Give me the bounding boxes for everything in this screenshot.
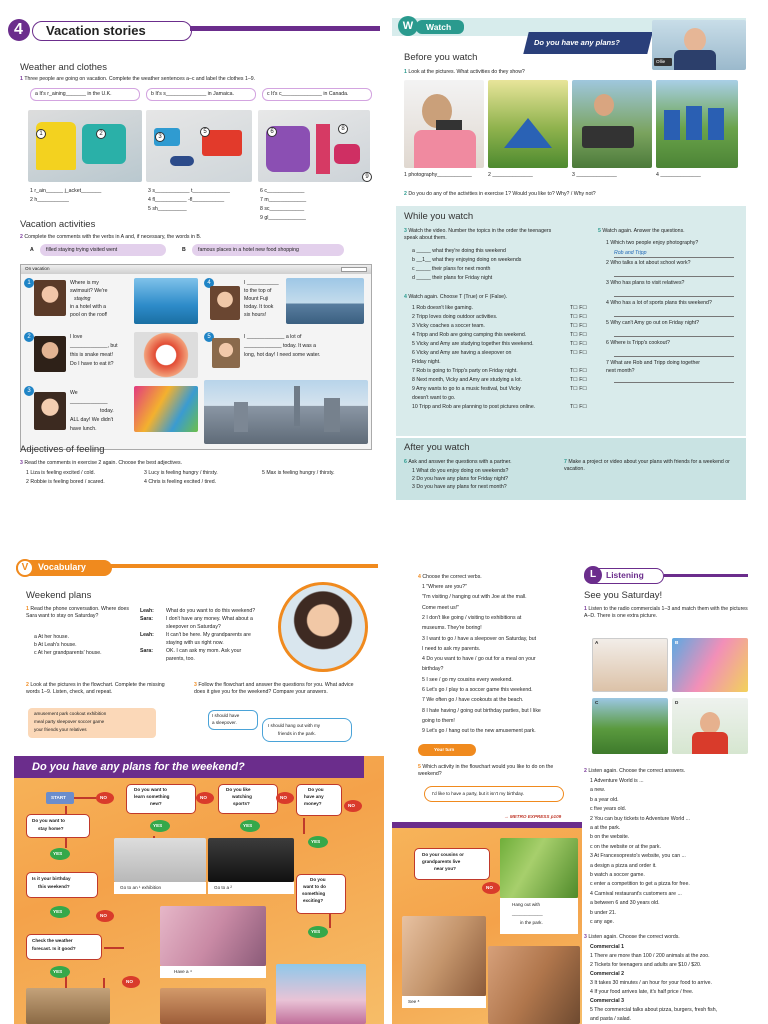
list-item: birthday? bbox=[422, 666, 444, 673]
ex1-opt-a: a At her house. bbox=[34, 634, 69, 640]
q7-line1: Check the weather bbox=[32, 938, 73, 943]
teens-photo bbox=[488, 946, 580, 1024]
list-item: b under 21. bbox=[590, 909, 617, 916]
page-vacation-stories bbox=[0, 14, 384, 504]
ex5-q3: 3 Who has plans to visit relatives? bbox=[606, 280, 685, 286]
tf-statement: 9 Amy wants to go to a music festival, but Vicky bbox=[412, 386, 521, 392]
adjectives-heading: Adjectives of feeling bbox=[20, 444, 105, 455]
flow-title-bar-continued bbox=[392, 822, 582, 828]
q2-line2: watching bbox=[232, 794, 252, 799]
ex5-q2: 2 Who talks a lot about school work? bbox=[606, 260, 691, 266]
dialog-line: It can't be here. My grandparents are bbox=[166, 632, 251, 638]
browser-titlebar bbox=[21, 265, 371, 274]
tf-checkboxes[interactable]: T☐ F☐ bbox=[570, 377, 588, 383]
c4-line1: I _____________ a lot of bbox=[244, 334, 302, 340]
no-label-3: NO bbox=[280, 795, 287, 800]
c5-line5: have lunch. bbox=[70, 426, 97, 432]
rooftop-pool-photo bbox=[134, 278, 198, 324]
avatar-max bbox=[212, 338, 240, 368]
sentence-b: b It's s______________ in Jamaica. bbox=[151, 91, 234, 97]
list-item: 4 If your food arrives late, it's half price / free. bbox=[590, 989, 694, 995]
q3-line3: money? bbox=[304, 801, 322, 806]
ex3-item-b: b __1__ what they enjoying doing on weekends bbox=[412, 257, 522, 263]
yes-label-5: YES bbox=[53, 909, 63, 914]
clothes-col3-line2: 7 m_____________ bbox=[260, 197, 307, 203]
listening-badge: L bbox=[584, 566, 602, 584]
cookout-photo bbox=[572, 80, 652, 168]
bubble2-line1: I should hang out with my bbox=[268, 723, 321, 728]
no-label-6: NO bbox=[126, 979, 133, 984]
go-to-a: Go to a ² bbox=[214, 885, 232, 890]
avatar-robbie bbox=[34, 336, 66, 372]
weather-heading: Weather and clothes bbox=[20, 62, 107, 73]
adj-item-5: 5 Max is feeling hungry / thirsty. bbox=[262, 470, 335, 476]
c5-line4: ALL day! We didn't bbox=[70, 417, 114, 423]
ex5-a6-line bbox=[614, 356, 734, 357]
activity-label-1: 1 photography____________ bbox=[404, 172, 472, 178]
clothes-col1-line1: 1 r_ain______ j_acket_______ bbox=[30, 188, 102, 194]
marker-2: 2 bbox=[96, 129, 106, 139]
browser-title: On vacation bbox=[25, 266, 50, 271]
no-label-2: NO bbox=[200, 795, 207, 800]
q6-line1: Do you bbox=[310, 877, 326, 882]
c4-line2: _____________ today. It was a bbox=[244, 343, 317, 349]
yes-label-3: YES bbox=[311, 839, 321, 844]
l-ex4: 4 Choose the correct verbs. bbox=[418, 574, 482, 580]
list-item: 3 At Francesopresto's website, you can ... bbox=[590, 853, 686, 860]
dialog-line: staying with us right now. bbox=[166, 640, 224, 646]
page-vocabulary bbox=[0, 556, 384, 1024]
phone-girl-photo bbox=[278, 582, 368, 672]
list-item: Commercial 1 bbox=[590, 944, 625, 950]
c2-line4: today. It took bbox=[244, 304, 274, 310]
c2-line5: six hours! bbox=[244, 312, 267, 318]
activity-label-4: 4 ______________ bbox=[656, 172, 701, 178]
w-ex4: 4 Watch again. Choose T (True) or F (False). bbox=[404, 294, 508, 300]
sleepover-photo bbox=[160, 906, 266, 966]
q4-line2: stay home? bbox=[38, 826, 64, 831]
activity-label-3: 3 ______________ bbox=[572, 172, 617, 178]
yes-label-2: YES bbox=[243, 823, 253, 828]
ex3-item-c: c _____ their plans for next month bbox=[412, 266, 491, 272]
list-item: Come meet us!" bbox=[422, 604, 460, 611]
word-box-line3: your friends your relatives bbox=[34, 727, 87, 732]
c5-line1: We bbox=[70, 390, 78, 396]
tf-checkboxes[interactable]: T☐ F☐ bbox=[570, 323, 588, 329]
adj-item-1: 1 Liza is feeling excited / cold. bbox=[26, 470, 95, 476]
marker-3: 3 bbox=[155, 132, 165, 142]
comment-4-number: 4 bbox=[204, 278, 214, 288]
dialog-line: OK. I can ask my mom. Ask your bbox=[166, 648, 242, 654]
ex5-a7-line bbox=[614, 382, 734, 383]
a-ex7: 7 Make a project or video about your plans with friends for a weekend or vacation. bbox=[564, 459, 730, 472]
c2-line2: to the top of bbox=[244, 288, 272, 294]
photography-photo bbox=[404, 80, 484, 168]
tf-statement: 5 Vicky and Amy are studying together this weekend. bbox=[412, 341, 534, 347]
tf-checkboxes[interactable]: T☐ F☐ bbox=[570, 341, 588, 347]
ex5-q5: 5 Why can't Amy go out on Friday night? bbox=[606, 320, 699, 326]
ex5-a5-line bbox=[614, 336, 734, 337]
title-stripe bbox=[190, 26, 380, 31]
c3-line4: Do I have to eat it? bbox=[70, 361, 114, 367]
no-label-5: NO bbox=[100, 913, 107, 918]
friends-selfie-photo bbox=[500, 838, 578, 898]
city-skyline-photo bbox=[204, 380, 368, 444]
cousins-line2: grandparents live bbox=[422, 859, 461, 864]
q7-line2: forecast. Is it good? bbox=[32, 946, 76, 951]
your-turn-label: Your turn bbox=[434, 747, 455, 752]
tf-statement: 8 Next month, Vicky and Amy are studying a lot. bbox=[412, 377, 523, 383]
pic-a-photo bbox=[592, 638, 668, 692]
pic-c-letter: C bbox=[595, 700, 599, 705]
clothes-col3-line1: 6 c_____________ bbox=[260, 188, 305, 194]
summer-clothes-photo bbox=[146, 110, 252, 182]
l-ex5: 5 Which activity in the flowchart would you like to do on the weekend? bbox=[418, 764, 554, 777]
adj-item-3: 3 Lucy is feeling hungry / thirsty. bbox=[144, 470, 218, 476]
snake-meat-photo bbox=[134, 332, 198, 378]
metro-express: → METRO EXPRESS p109 bbox=[504, 814, 562, 819]
ex3-item-d: d _____ their plans for Friday night bbox=[412, 275, 493, 281]
list-item: 5 The commercial talks about pizza, burgers, fresh fish, bbox=[590, 1007, 718, 1013]
w-ex5: 5 Watch again. Answer the questions. bbox=[598, 228, 685, 234]
clothes-col2-line1: 3 s____________ t_____________ bbox=[148, 188, 230, 194]
list-item: c any age. bbox=[590, 919, 614, 925]
ex5-a4-line bbox=[614, 316, 734, 317]
family-photo bbox=[402, 916, 486, 996]
q6-line3: something bbox=[302, 891, 326, 896]
watch-label: Watch bbox=[426, 22, 452, 32]
list-item: a design a pizza and order it. bbox=[590, 862, 657, 869]
yes-label-7: YES bbox=[53, 969, 63, 974]
ex5-q4: 4 Who has a lot of sports plans this weekend? bbox=[606, 300, 712, 306]
box-b-label: B bbox=[182, 247, 186, 253]
dialog-speaker: Sara: bbox=[140, 648, 153, 654]
list-item: c five years old. bbox=[590, 806, 627, 813]
winter-clothes-photo bbox=[258, 110, 370, 182]
pic-d-photo bbox=[672, 698, 748, 754]
c5-line2: _____________ bbox=[70, 399, 108, 405]
before-heading: Before you watch bbox=[404, 52, 478, 63]
q6-line2: want to do bbox=[303, 884, 326, 889]
pic-d-letter: D bbox=[675, 700, 679, 705]
q2-line1: Do you like bbox=[226, 787, 251, 792]
list-item: "I'm visiting / hanging out with Joe at the mall. bbox=[422, 594, 527, 601]
c1-line5: pool on the roof! bbox=[70, 312, 108, 318]
speech-text: I'd like to have a party, but it isn't my birthday. bbox=[432, 791, 524, 796]
q5-line1: Is it your birthday bbox=[32, 876, 71, 881]
word-box-line1: amusement park cookout exhibition bbox=[34, 711, 107, 716]
list-item: 1 There are more than 100 / 200 animals at the zoo. bbox=[590, 953, 710, 959]
v-ex3: 3 Follow the flowchart and answer the questions for you. What advice does it give you for the weekend? Compare your answers. bbox=[194, 682, 354, 695]
tf-statement: 6 Vicky and Amy are having a sleepover on bbox=[412, 350, 512, 356]
c2-line1: I ___________ bbox=[244, 280, 279, 286]
w-ex3: 3 Watch the video. Number the topics in the order the teenagers speak about them. bbox=[404, 228, 552, 241]
listening-label: Listening bbox=[606, 570, 644, 580]
list-item: I need to ask my parents. bbox=[422, 645, 481, 652]
v-ex1: 1 Read the phone conversation. Where does Sara want to stay on Saturday? bbox=[26, 606, 129, 619]
tf-checkboxes[interactable]: T☐ F☐ bbox=[570, 368, 588, 374]
q1-line1: Do you want to bbox=[134, 787, 167, 792]
list-item: 2 I don't like going / visiting to exhibitions at bbox=[422, 614, 522, 621]
no-label-1: NO bbox=[100, 795, 107, 800]
dialog-line: parents, too. bbox=[166, 656, 195, 662]
q3-line2: have any bbox=[304, 794, 324, 799]
q5-line2: this weekend? bbox=[38, 884, 70, 889]
hang-line1: Hang out with bbox=[512, 902, 541, 907]
a-ex6: 6 Ask and answer the questions with a partner. bbox=[404, 459, 512, 465]
list-item: and pasta / salad. bbox=[590, 1016, 631, 1022]
ex5-a3-line bbox=[614, 296, 734, 297]
vocab-stripe bbox=[90, 564, 378, 568]
word-box-line2: meal party sleepover soccer game bbox=[34, 719, 105, 724]
list-item: a new. bbox=[590, 787, 605, 794]
hang-line3: in the park. bbox=[520, 920, 543, 925]
bubble1-line1: I should have bbox=[212, 713, 240, 718]
q1-line3: new? bbox=[150, 801, 162, 806]
listening-stripe bbox=[664, 574, 748, 577]
while-heading: While you watch bbox=[404, 211, 474, 222]
list-item: 7 We often go / have cookouts at the beach. bbox=[422, 697, 524, 704]
tf-checkboxes[interactable]: T☐ F☐ bbox=[570, 350, 588, 356]
cousins-line3: near you? bbox=[434, 866, 456, 871]
l-ex2: 2 Listen again. Choose the correct answers. bbox=[584, 768, 686, 774]
c1-line4: in a hotel with a bbox=[70, 304, 107, 310]
vocab-badge: V bbox=[16, 559, 34, 577]
ex5-q7b: next month? bbox=[606, 368, 635, 374]
bubble1-line2: a sleepover. bbox=[212, 720, 237, 725]
tf-statement: 3 Vicky coaches a soccer team. bbox=[412, 323, 485, 329]
box-a-words: filled staying trying visited went bbox=[46, 247, 118, 253]
ex5-a2-line bbox=[614, 276, 734, 277]
comment-5-number: 5 bbox=[204, 332, 214, 342]
q2-line3: sports? bbox=[233, 801, 250, 806]
flow-title: Do you have any plans for the weekend? bbox=[32, 761, 245, 773]
list-item: 1 "Where are you?" bbox=[422, 584, 467, 590]
speech-bubble-2 bbox=[262, 718, 352, 742]
tf-statement: 7 Rob is going to Tripp's party on Friday night. bbox=[412, 368, 518, 374]
meal-photo bbox=[160, 988, 266, 1024]
tf-checkboxes[interactable]: T☐ F☐ bbox=[570, 332, 588, 338]
adj-item-4: 4 Chris is feeling excited / tired. bbox=[144, 479, 217, 485]
list-item: 1 Adventure World is ... bbox=[590, 778, 644, 784]
tf-checkboxes[interactable]: T☐ F☐ bbox=[570, 404, 588, 410]
l-ex3: 3 Listen again. Choose the correct words. bbox=[584, 934, 680, 940]
q1-line2: learn something bbox=[134, 794, 170, 799]
tf-checkboxes[interactable]: T☐ F☐ bbox=[570, 386, 588, 392]
list-item: 3 I want to go / have a sleepover on Saturday, but bbox=[422, 635, 537, 642]
yes-label-1: YES bbox=[153, 823, 163, 828]
activity-label-2: 2 ______________ bbox=[488, 172, 533, 178]
weekend-plans-heading: Weekend plans bbox=[26, 590, 92, 601]
c3-line1: I love bbox=[70, 334, 83, 340]
cousins-line1: Do your cousins or bbox=[422, 852, 464, 857]
museum-photo bbox=[114, 838, 206, 882]
have-a: Have a ⁴ bbox=[174, 969, 192, 974]
no-label-cousins: NO bbox=[486, 885, 493, 890]
ex5-a1: Rob and Tripp bbox=[614, 250, 647, 256]
name-tag-text: Ollie bbox=[656, 59, 666, 64]
page-listening bbox=[392, 556, 768, 1024]
c1-line1: Where is my bbox=[70, 280, 99, 286]
ex6-q3: 3 Do you have any plans for next month? bbox=[412, 484, 507, 490]
avatar-lucy bbox=[34, 392, 66, 430]
list-item: b on the website. bbox=[590, 834, 630, 841]
c2-line3: Mount Fuji bbox=[244, 296, 269, 302]
list-item: museums. They're boring! bbox=[422, 625, 482, 632]
vocab-label: Vocabulary bbox=[38, 562, 86, 572]
pic-c-photo bbox=[592, 698, 668, 754]
dialog-speaker: Sara: bbox=[140, 616, 153, 622]
dialog-line: sleepover on Saturday? bbox=[166, 624, 221, 630]
tf-statement: 10 Tripp and Rob are planning to post pictures online. bbox=[412, 404, 536, 410]
start-label: START bbox=[51, 795, 66, 800]
list-item: 9 Let's go / hang out to the new amusement park. bbox=[422, 728, 536, 735]
pic-b-photo bbox=[672, 638, 748, 692]
tf-statement: 4 Tripp and Rob are going camping this weekend. bbox=[412, 332, 527, 338]
list-item: 2 Tickets for teenagers and adults are $10 / $20. bbox=[590, 962, 702, 968]
clothes-col3-line4: 9 gl_____________ bbox=[260, 215, 306, 221]
sentence-c: c It's c______________ in Canada. bbox=[267, 91, 349, 97]
tf-statement: Friday night. bbox=[412, 359, 441, 365]
clothes-col2-line2: 4 fl___________ -fl___________ bbox=[148, 197, 225, 203]
mount-fuji-photo bbox=[286, 278, 364, 324]
ex1-instruction: 1 Three people are going on vacation. Complete the weather sentences a–c and label the clothes 1–9. bbox=[20, 76, 256, 82]
ex3-item-a: a _____ what they're doing this weekend bbox=[412, 248, 506, 254]
c1-line3: staying bbox=[74, 296, 91, 302]
banner-text: Do you have any plans? bbox=[534, 38, 620, 47]
c1-line2: swimsuit? We're bbox=[70, 288, 108, 294]
q4-line1: Do you want to bbox=[32, 818, 65, 823]
yes-label-6: YES bbox=[311, 929, 321, 934]
ex2-instruction: 2 Complete the comments with the verbs in A and, if necessary, the words in B. bbox=[20, 234, 202, 240]
list-item: a at the park. bbox=[590, 825, 621, 831]
soccer-team-photo bbox=[656, 80, 738, 168]
v-ex2: 2 Look at the pictures in the flowchart. Complete the missing words 1–9. Listen, check, and repeat. bbox=[26, 682, 165, 695]
list-item: 3 It takes 30 minutes / an hour for your food to arrive. bbox=[590, 980, 712, 986]
list-item: going to them! bbox=[422, 717, 455, 724]
dialog-line: I don't have any money. What about a bbox=[166, 616, 253, 622]
ex1-opt-c: c At her grandparents' house. bbox=[34, 650, 102, 656]
q3-line1: Do you bbox=[308, 787, 324, 792]
yes-label-4: YES bbox=[53, 851, 63, 856]
go-exhibition: Go to an ¹ exhibition bbox=[120, 885, 162, 890]
concert-photo bbox=[208, 838, 294, 882]
tf-statement: 1 Rob doesn't like gaming. bbox=[412, 305, 473, 311]
list-item: a between 6 and 30 years old. bbox=[590, 900, 660, 907]
avatar-chris bbox=[210, 286, 240, 320]
bubble2-line2: friends in the park. bbox=[278, 731, 316, 736]
list-item: 4 Carnival restaurant's customers are ... bbox=[590, 890, 682, 897]
list-item: 6 Let's go / play to a soccer game this weekend. bbox=[422, 687, 533, 693]
marker-5: 5 bbox=[200, 127, 210, 137]
c4-line3: long, hot day! I need some water. bbox=[244, 352, 321, 358]
box-a-label: A bbox=[30, 247, 34, 253]
tf-checkboxes[interactable]: T☐ F☐ bbox=[570, 305, 588, 311]
list-item: Commercial 3 bbox=[590, 998, 625, 1004]
q6-line4: exciting? bbox=[303, 898, 324, 903]
b-ex2: 2 Do you do any of the activities in exercise 1? Would you like to? Why? / Why not? bbox=[404, 191, 596, 197]
ex3-instruction: 3 Read the comments in exercise 2 again. Choose the best adjectives. bbox=[20, 460, 183, 466]
list-item: b watch a soccer game. bbox=[590, 872, 645, 878]
list-item: c on the website or at the park. bbox=[590, 843, 661, 850]
clothes-col3-line3: 8 sc____________ bbox=[260, 206, 305, 212]
avatar-liza bbox=[34, 280, 66, 316]
c3-line3: this is snake meat! bbox=[70, 352, 113, 358]
adj-item-2: 2 Robbie is feeling bored / scared. bbox=[26, 479, 105, 485]
list-item: 8 I hate having / going out birthday parties, but I like bbox=[422, 707, 541, 714]
see-you-saturday-heading: See you Saturday! bbox=[584, 590, 663, 601]
amusement-park-photo bbox=[276, 964, 366, 1024]
list-item: b a year old. bbox=[590, 796, 619, 803]
list-item: 4 Do you want to have / go out for a meal on your bbox=[422, 656, 536, 663]
c5-line3: today. bbox=[100, 408, 114, 414]
unit-number: 4 bbox=[14, 21, 23, 38]
ex5-q7: 7 What are Rob and Tripp doing together bbox=[606, 360, 701, 366]
see-label: See ⁸ bbox=[408, 999, 420, 1004]
marker-1: 1 bbox=[36, 129, 46, 139]
page-title: Vacation stories bbox=[46, 23, 146, 38]
list-item: c enter a competition to get a pizza for free. bbox=[590, 881, 690, 888]
dialog-line: What do you want to do this weekend? bbox=[166, 608, 256, 614]
ex6-q1: 1 What do you enjoy doing on weekends? bbox=[412, 468, 509, 474]
page-watch bbox=[392, 14, 768, 504]
pic-b-letter: B bbox=[675, 640, 679, 645]
tf-statement: 2 Tripp loves doing outdoor activities. bbox=[412, 314, 498, 320]
pic-a-letter: A bbox=[595, 640, 599, 645]
comment-3-number: 3 bbox=[24, 386, 34, 396]
list-item: 5 I see / go my cousins every weekend. bbox=[422, 676, 513, 683]
cookout-friends-photo bbox=[26, 988, 110, 1024]
dialog-speaker: Leah: bbox=[140, 608, 154, 614]
hang-line2: ____________ bbox=[512, 911, 543, 916]
c3-line2: _____________, but bbox=[70, 343, 118, 349]
sentence-a: a It's r_aining_______ in the U.K. bbox=[35, 91, 112, 97]
ex5-a1-line bbox=[614, 257, 734, 258]
ex1-opt-b: b At Leah's house. bbox=[34, 642, 77, 648]
comment-1-number: 1 bbox=[24, 278, 34, 288]
clothes-col2-line3: 5 sh__________ bbox=[148, 206, 187, 212]
window-controls-icon[interactable] bbox=[341, 267, 367, 272]
ex5-q1: 1 Which two people enjoy photography? bbox=[606, 240, 699, 246]
marker-8: 8 bbox=[338, 124, 348, 134]
comment-2-number: 2 bbox=[24, 332, 34, 342]
camping-photo bbox=[488, 80, 568, 168]
activities-heading: Vacation activities bbox=[20, 219, 96, 230]
dialog-speaker: Leah: bbox=[140, 632, 154, 638]
marker-9: 9 bbox=[362, 172, 372, 182]
list-item: Commercial 2 bbox=[590, 971, 625, 977]
tf-checkboxes[interactable]: T☐ F☐ bbox=[570, 314, 588, 320]
ex5-q6: 6 Where is Tripp's cookout? bbox=[606, 340, 670, 346]
no-label-4: NO bbox=[348, 803, 355, 808]
l-ex1: 1 Listen to the radio commercials 1–3 and match them with the pictures A–D. There is one extra picture. bbox=[584, 606, 748, 619]
b-ex1: 1 Look at the pictures. What activities do they show? bbox=[404, 69, 525, 75]
tf-statement: doesn't want to go. bbox=[412, 395, 456, 401]
list-item: 2 You can buy tickets to Adventure World ... bbox=[590, 815, 690, 822]
clothes-col1-line2: 2 h___________ bbox=[30, 197, 69, 203]
box-b-words: famous places in a hotel new food shopping bbox=[198, 247, 299, 253]
watch-badge: W bbox=[398, 16, 418, 36]
after-heading: After you watch bbox=[404, 442, 470, 453]
marker-6: 6 bbox=[267, 127, 277, 137]
shopping-photo bbox=[134, 386, 198, 432]
ex6-q2: 2 Do you have any plans for Friday night? bbox=[412, 476, 509, 482]
rain-clothes-photo bbox=[28, 110, 142, 182]
